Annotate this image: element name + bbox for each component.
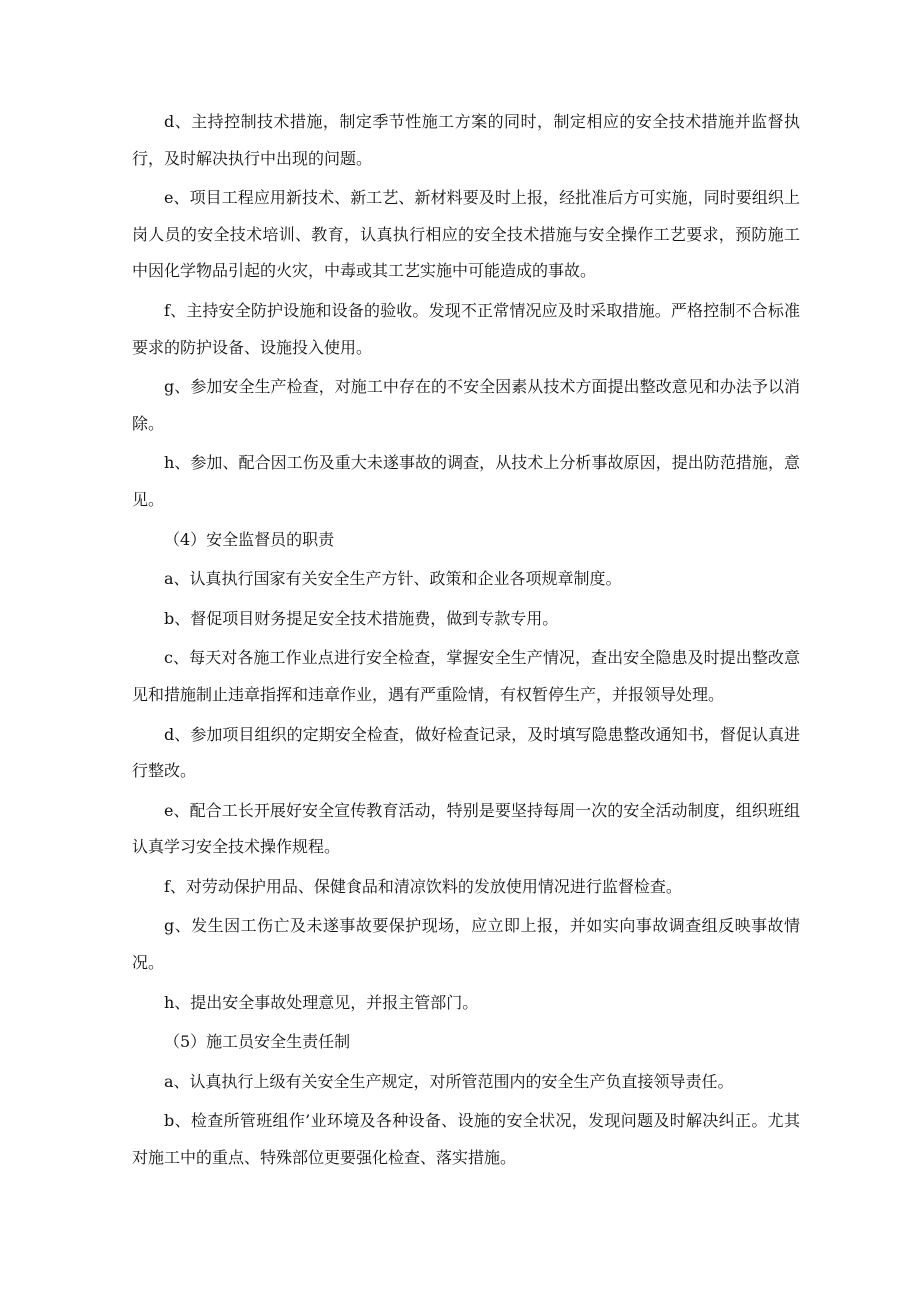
paragraph-c-daily-inspection: c、每天对各施工作业点进行安全检查，掌握安全生产情况，查出安全隐患及时提出整改意见和措施制止违章指挥和违章作业，遇有严重险情，有权暂停生产，并报领导处理。 (132, 648, 800, 704)
paragraph-b-team-inspection: b、检查所管班组作’业环境及各种设备、设施的安全状况，发现问题及时解决纠正。尤其对施工中的重点、特殊部位更要强化检查、落实措施。 (132, 1111, 800, 1168)
paragraph-h-accident-investigation: h、参加、配合因工伤及重大未遂事故的调查，从技术上分析事故原因，提出防范措施，意见。 (132, 453, 800, 509)
paragraph-a-regulations: a、认真执行国家有关安全生产方针、政策和企业各项规章制度。 (164, 569, 622, 589)
paragraph-f-acceptance: f、主持安全防护设施和设备的验收。发现不正常情况应及时采取措施。严格控制不合标准要求的防护设备、设施投入使用。 (132, 300, 800, 357)
paragraph-e-new-technology: e、项目工程应用新技术、新工艺、新材料要及时上报，经批准后方可实施，同时要组织上岗人员的安全技术培训、教育，认真执行相应的安全技术措施与安全操作工艺要求，预防施工中因化学物品引起的火灾，中毒或其工艺实施中可能造成的事故。 (132, 188, 800, 281)
paragraph-g-inspection: g、参加安全生产检查，对施工中存在的不安全因素从技术方面提出整改意见和办法予以消除。 (132, 377, 800, 433)
paragraph-a-direct-responsibility: a、认真执行上级有关安全生产规定，对所管范围内的安全生产负直接领导责任。 (164, 1071, 734, 1091)
paragraph-b-funding: b、督促项目财务提足安全技术措施费，做到专款专用。 (164, 608, 559, 628)
section-heading-safety-supervisor: （4）安全监督员的职责 (164, 529, 335, 549)
section-heading-construction-officer: （5）施工员安全生责任制 (164, 1032, 351, 1052)
paragraph-h-handling-opinion: h、提出安全事故处理意见，并报主管部门。 (164, 992, 479, 1012)
paragraph-e-education: e、配合工长开展好安全宣传教育活动，特别是要坚持每周一次的安全活动制度，组织班组认真学习安全技术操作规程。 (132, 800, 800, 857)
paragraph-d-technical-measures: d、主持控制技术措施，制定季节性施工方案的同时，制定相应的安全技术措施并监督执行，及时解决执行中出现的问题。 (132, 112, 800, 168)
paragraph-d-periodic-inspection: d、参加项目组织的定期安全检查，做好检查记录，及时填写隐患整改通知书，督促认真进行整改。 (132, 724, 800, 781)
document-page (132, 104, 800, 1180)
paragraph-g-accident-report: g、发生因工伤亡及未遂事故要保护现场，应立即上报，并如实向事故调查组反映事故情况。 (132, 916, 800, 973)
paragraph-f-protective-supplies: f、对劳动保护用品、保健食品和清凉饮料的发放使用情况进行监督检查。 (164, 876, 682, 896)
